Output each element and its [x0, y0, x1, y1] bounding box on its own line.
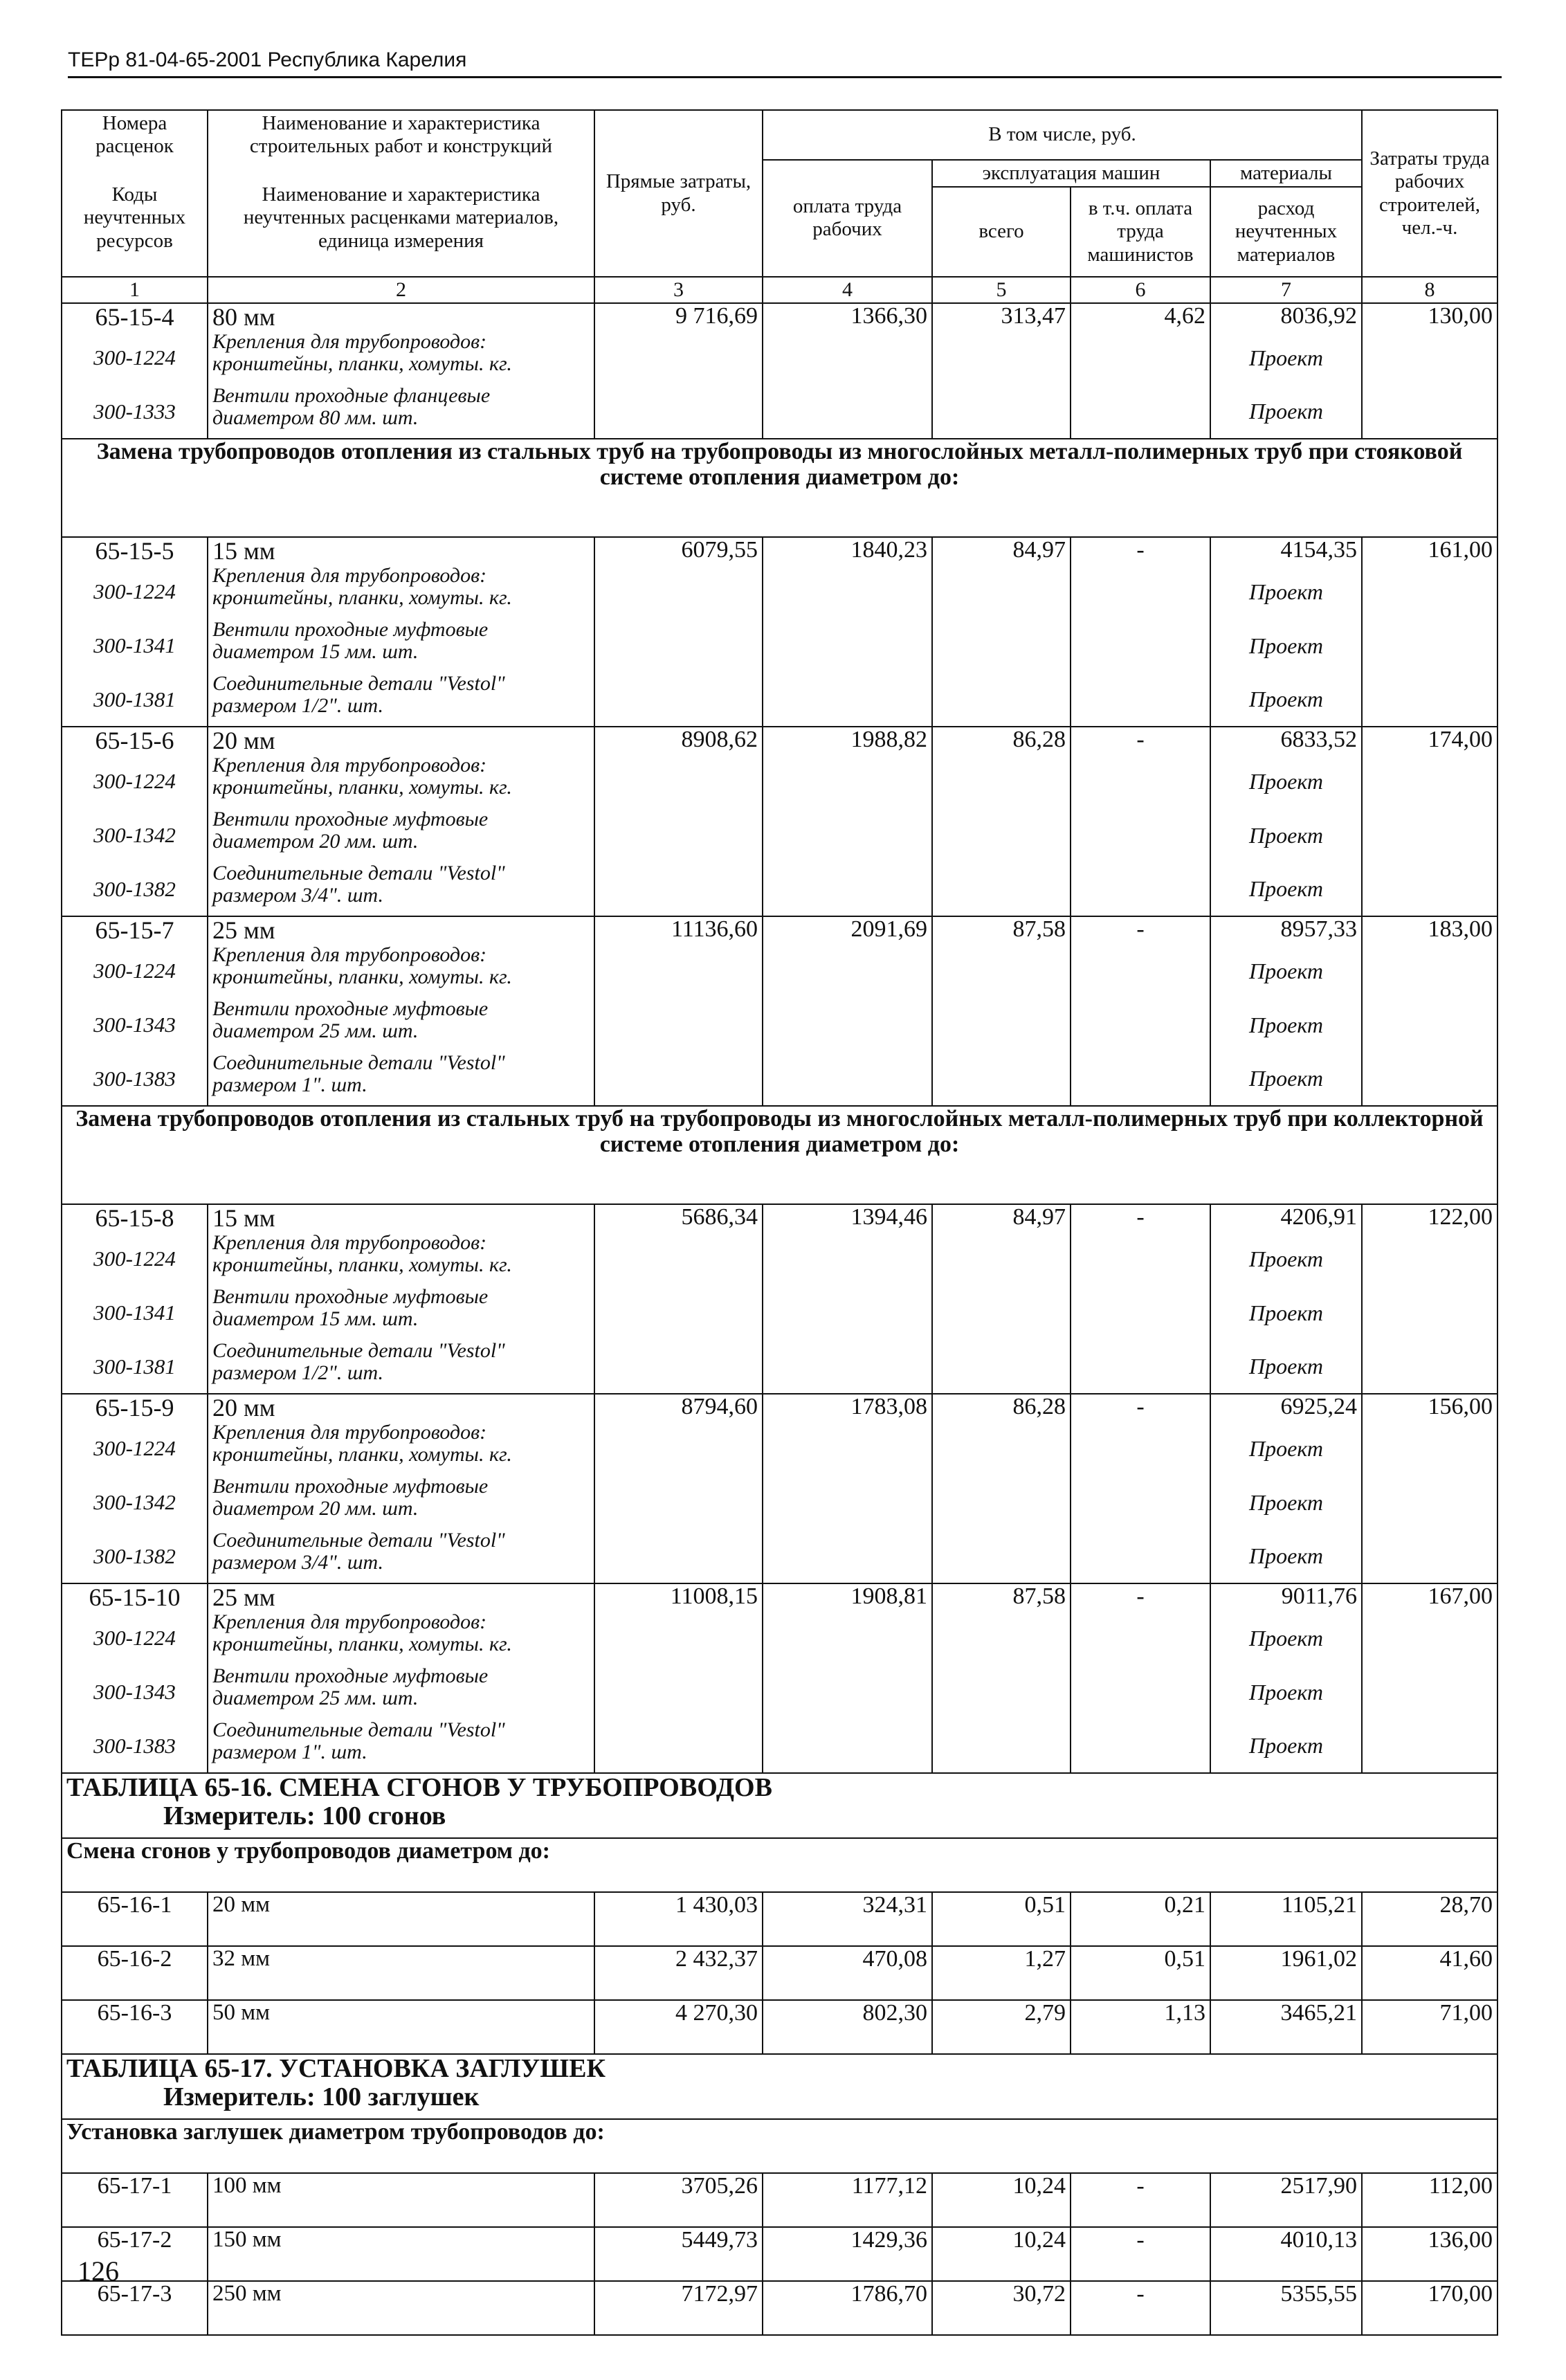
- resource-code: 300-1333: [62, 385, 208, 439]
- resource-value: Проект: [1210, 1340, 1362, 1394]
- header-machines-total: всего: [932, 187, 1071, 277]
- direct-costs: 9 716,69: [594, 303, 763, 439]
- materials-usage: 4010,13: [1210, 2227, 1362, 2281]
- header-col2-top: Наименование и характеристика строительных работ и конструкций: [208, 110, 594, 160]
- materials-usage: 8036,92: [1210, 303, 1362, 331]
- direct-costs: 11008,15: [594, 1583, 763, 1773]
- resource-value: Проект: [1210, 1475, 1362, 1529]
- resource-description: Крепления для трубопроводов: кронштейны, планки, хомуты. кг.: [208, 754, 594, 808]
- operators-wages: 4,62: [1071, 303, 1210, 439]
- rate-code: 65-15-5: [62, 537, 208, 565]
- resource-code: 300-1343: [62, 1665, 208, 1719]
- machines-total: 10,24: [932, 2173, 1071, 2227]
- direct-costs: 3705,26: [594, 2173, 763, 2227]
- direct-costs: 8794,60: [594, 1394, 763, 1583]
- labor-costs: 41,60: [1362, 1946, 1497, 2000]
- rate-code: 65-15-10: [62, 1583, 208, 1611]
- rate-row: [62, 1204, 1497, 1232]
- header-operators-wages: в т.ч. оплата труда машинистов: [1071, 187, 1210, 277]
- header-materials-usage: расход неучтенных материалов: [1210, 187, 1362, 277]
- resource-code: 300-1341: [62, 619, 208, 673]
- rate-row: [62, 1394, 1497, 1421]
- materials-usage: 5355,55: [1210, 2281, 1362, 2335]
- direct-costs: 5449,73: [594, 2227, 763, 2281]
- section-heading-row: [62, 439, 1497, 537]
- resource-value: Проект: [1210, 385, 1362, 439]
- header-wages: оплата труда рабочих: [763, 160, 932, 277]
- wages: 1366,30: [763, 303, 932, 439]
- wages: 324,31: [763, 1892, 932, 1946]
- rate-name: 15 мм: [208, 1204, 594, 1232]
- wages: 1908,81: [763, 1583, 932, 1773]
- resource-value: Проект: [1210, 1421, 1362, 1475]
- direct-costs: 7172,97: [594, 2281, 763, 2335]
- resource-description: Соединительные детали "Vestol" размером 1". шт.: [208, 1052, 594, 1106]
- wages: 1394,46: [763, 1204, 932, 1394]
- table-row: [62, 2227, 1497, 2281]
- machines-total: 87,58: [932, 916, 1071, 1106]
- rate-code: 65-17-2: [62, 2227, 208, 2281]
- wages: 1177,12: [763, 2173, 932, 2227]
- estimate-table: [61, 109, 1498, 2336]
- resource-code: 300-1382: [62, 862, 208, 916]
- resource-description: Крепления для трубопроводов: кронштейны, планки, хомуты. кг.: [208, 1232, 594, 1286]
- resource-code: 300-1343: [62, 998, 208, 1052]
- resource-code: 300-1224: [62, 944, 208, 998]
- table-row: [62, 2281, 1497, 2335]
- rate-row: [62, 1583, 1497, 1611]
- rate-name: 20 мм: [208, 727, 594, 754]
- header-direct-costs: Прямые затраты, руб.: [594, 110, 763, 277]
- direct-costs: 8908,62: [594, 727, 763, 916]
- machines-total: 84,97: [932, 537, 1071, 727]
- machines-total: 0,51: [932, 1892, 1071, 1946]
- wages: 2091,69: [763, 916, 932, 1106]
- rate-name: 20 мм: [208, 1394, 594, 1421]
- resource-code: 300-1381: [62, 1340, 208, 1394]
- column-number: 4: [763, 277, 932, 303]
- resource-code: 300-1224: [62, 1421, 208, 1475]
- labor-costs: 170,00: [1362, 2281, 1497, 2335]
- machines-total: 2,79: [932, 2000, 1071, 2054]
- resource-description: Вентили проходные муфтовые диаметром 15 мм. шт.: [208, 619, 594, 673]
- materials-usage: 6833,52: [1210, 727, 1362, 754]
- header-col1-top: Номера расценок: [62, 110, 208, 160]
- column-numbers-row: [62, 277, 1497, 303]
- resource-value: Проект: [1210, 1529, 1362, 1583]
- labor-costs: 112,00: [1362, 2173, 1497, 2227]
- resource-value: Проект: [1210, 1052, 1362, 1106]
- rate-name: 15 мм: [208, 537, 594, 565]
- resource-value: Проект: [1210, 808, 1362, 862]
- document-header: ТЕРр 81-04-65-2001 Республика Карелия: [68, 48, 1502, 78]
- table-heading-row: [62, 2054, 1497, 2119]
- operators-wages: -: [1071, 727, 1210, 916]
- wages: 1840,23: [763, 537, 932, 727]
- resource-description: Вентили проходные муфтовые диаметром 20 мм. шт.: [208, 808, 594, 862]
- labor-costs: 71,00: [1362, 2000, 1497, 2054]
- rate-name: 20 мм: [208, 1892, 594, 1946]
- section-heading: Замена трубопроводов отопления из стальных труб на трубопроводы из многослойных металл-полимерных труб при коллекторной системе отопления диаметром до:: [62, 1106, 1497, 1204]
- resource-description: Соединительные детали "Vestol" размером 1/2". шт.: [208, 1340, 594, 1394]
- resource-description: Вентили проходные муфтовые диаметром 25 мм. шт.: [208, 998, 594, 1052]
- header-including: В том числе, руб.: [763, 110, 1362, 160]
- machines-total: 86,28: [932, 727, 1071, 916]
- resource-description: Крепления для трубопроводов: кронштейны, планки, хомуты. кг.: [208, 944, 594, 998]
- operators-wages: -: [1071, 537, 1210, 727]
- materials-usage: 3465,21: [1210, 2000, 1362, 2054]
- resource-value: Проект: [1210, 1665, 1362, 1719]
- machines-total: 87,58: [932, 1583, 1071, 1773]
- resource-code: 300-1224: [62, 331, 208, 385]
- resource-code: 300-1224: [62, 1611, 208, 1665]
- machines-total: 86,28: [932, 1394, 1071, 1583]
- table-title: ТАБЛИЦА 65-17. УСТАНОВКА ЗАГЛУШЕК: [66, 2054, 606, 2084]
- rate-code: 65-15-7: [62, 916, 208, 944]
- resource-description: Вентили проходные муфтовые диаметром 15 мм. шт.: [208, 1286, 594, 1340]
- resource-value: Проект: [1210, 998, 1362, 1052]
- operators-wages: -: [1071, 1583, 1210, 1773]
- resource-code: 300-1224: [62, 1232, 208, 1286]
- rate-row: [62, 537, 1497, 565]
- rate-name: 25 мм: [208, 1583, 594, 1611]
- operators-wages: -: [1071, 2281, 1210, 2335]
- operators-wages: -: [1071, 2227, 1210, 2281]
- subtitle-row: [62, 1838, 1497, 1892]
- resource-value: Проект: [1210, 1611, 1362, 1665]
- rate-code: 65-17-1: [62, 2173, 208, 2227]
- wages: 1786,70: [763, 2281, 932, 2335]
- materials-usage: 1105,21: [1210, 1892, 1362, 1946]
- rate-code: 65-16-2: [62, 1946, 208, 2000]
- wages: 1783,08: [763, 1394, 932, 1583]
- wages: 802,30: [763, 2000, 932, 2054]
- table-title: ТАБЛИЦА 65-16. СМЕНА СГОНОВ У ТРУБОПРОВОДОВ: [66, 1773, 772, 1803]
- resource-code: 300-1383: [62, 1719, 208, 1773]
- table-header: [62, 110, 1497, 303]
- table-row: [62, 1946, 1497, 2000]
- labor-costs: 122,00: [1362, 1204, 1497, 1394]
- operators-wages: 1,13: [1071, 2000, 1210, 2054]
- resource-value: Проект: [1210, 1719, 1362, 1773]
- materials-usage: 6925,24: [1210, 1394, 1362, 1421]
- resource-code: 300-1383: [62, 1052, 208, 1106]
- labor-costs: 167,00: [1362, 1583, 1497, 1773]
- column-number: 1: [62, 277, 208, 303]
- operators-wages: 0,51: [1071, 1946, 1210, 2000]
- column-number: 6: [1071, 277, 1210, 303]
- header-machines-group: эксплуатация машин: [932, 160, 1210, 187]
- rate-name: 32 мм: [208, 1946, 594, 2000]
- resource-value: Проект: [1210, 565, 1362, 619]
- section-heading-row: [62, 1106, 1497, 1204]
- materials-usage: 4154,35: [1210, 537, 1362, 565]
- direct-costs: 11136,60: [594, 916, 763, 1106]
- resource-value: Проект: [1210, 619, 1362, 673]
- resource-code: 300-1224: [62, 754, 208, 808]
- operators-wages: -: [1071, 1204, 1210, 1394]
- resource-value: Проект: [1210, 1286, 1362, 1340]
- direct-costs: 1 430,03: [594, 1892, 763, 1946]
- rate-row: [62, 916, 1497, 944]
- resource-description: Вентили проходные фланцевые диаметром 80 мм. шт.: [208, 385, 594, 439]
- header-materials-group: материалы: [1210, 160, 1362, 187]
- rate-name: 80 мм: [208, 303, 594, 331]
- column-number: 5: [932, 277, 1071, 303]
- machines-total: 313,47: [932, 303, 1071, 439]
- rate-name: 100 мм: [208, 2173, 594, 2227]
- table-row: [62, 2173, 1497, 2227]
- materials-usage: 2517,90: [1210, 2173, 1362, 2227]
- direct-costs: 6079,55: [594, 537, 763, 727]
- resource-description: Соединительные детали "Vestol" размером 1". шт.: [208, 1719, 594, 1773]
- table-heading-row: [62, 1773, 1497, 1838]
- rate-name: 150 мм: [208, 2227, 594, 2281]
- resource-value: Проект: [1210, 862, 1362, 916]
- wages: 1988,82: [763, 727, 932, 916]
- rate-code: 65-15-9: [62, 1394, 208, 1421]
- labor-costs: 28,70: [1362, 1892, 1497, 1946]
- rate-name: 25 мм: [208, 916, 594, 944]
- subtitle-row: [62, 2119, 1497, 2173]
- rate-row: [62, 727, 1497, 754]
- rate-code: 65-15-6: [62, 727, 208, 754]
- resource-value: Проект: [1210, 673, 1362, 727]
- table-heading: [62, 2054, 1497, 2119]
- table-subtitle: Смена сгонов у трубопроводов диаметром до:: [62, 1838, 1497, 1892]
- machines-total: 84,97: [932, 1204, 1071, 1394]
- column-number: 8: [1362, 277, 1497, 303]
- direct-costs: 4 270,30: [594, 2000, 763, 2054]
- resource-code: 300-1381: [62, 673, 208, 727]
- labor-costs: 136,00: [1362, 2227, 1497, 2281]
- materials-usage: 1961,02: [1210, 1946, 1362, 2000]
- rate-code: 65-16-3: [62, 2000, 208, 2054]
- table-meter: Измеритель: 100 заглушек: [163, 2082, 480, 2112]
- resource-code: 300-1342: [62, 1475, 208, 1529]
- wages: 470,08: [763, 1946, 932, 2000]
- operators-wages: 0,21: [1071, 1892, 1210, 1946]
- materials-usage: 9011,76: [1210, 1583, 1362, 1611]
- table-heading: [62, 1773, 1497, 1838]
- table-body: [62, 303, 1497, 2335]
- direct-costs: 2 432,37: [594, 1946, 763, 2000]
- machines-total: 1,27: [932, 1946, 1071, 2000]
- resource-code: 300-1382: [62, 1529, 208, 1583]
- labor-costs: 130,00: [1362, 303, 1497, 439]
- resource-description: Крепления для трубопроводов: кронштейны, планки, хомуты. кг.: [208, 1611, 594, 1665]
- wages: 1429,36: [763, 2227, 932, 2281]
- rate-code: 65-17-3: [62, 2281, 208, 2335]
- materials-usage: 8957,33: [1210, 916, 1362, 944]
- labor-costs: 156,00: [1362, 1394, 1497, 1583]
- resource-code: 300-1342: [62, 808, 208, 862]
- rate-code: 65-16-1: [62, 1892, 208, 1946]
- resource-value: Проект: [1210, 944, 1362, 998]
- resource-description: Соединительные детали "Vestol" размером 3/4". шт.: [208, 1529, 594, 1583]
- table-meter: Измеритель: 100 сгонов: [163, 1801, 446, 1831]
- rate-code: 65-15-4: [62, 303, 208, 331]
- labor-costs: 161,00: [1362, 537, 1497, 727]
- section-heading: Замена трубопроводов отопления из стальных труб на трубопроводы из многослойных металл-полимерных труб при стояковой системе отопления диаметром до:: [62, 439, 1497, 537]
- header-labor-costs: Затраты труда рабочих строителей, чел.-ч.: [1362, 110, 1497, 277]
- resource-code: 300-1224: [62, 565, 208, 619]
- page-number: 126: [78, 2255, 119, 2287]
- resource-description: Соединительные детали "Vestol" размером 3/4". шт.: [208, 862, 594, 916]
- resource-description: Крепления для трубопроводов: кронштейны, планки, хомуты. кг.: [208, 1421, 594, 1475]
- operators-wages: -: [1071, 2173, 1210, 2227]
- table-row: [62, 1892, 1497, 1946]
- resource-description: Крепления для трубопроводов: кронштейны, планки, хомуты. кг.: [208, 565, 594, 619]
- header-col2-bottom: Наименование и характеристика неучтенных расценками материалов, единица измерения: [208, 160, 594, 277]
- resource-value: Проект: [1210, 1232, 1362, 1286]
- column-number: 3: [594, 277, 763, 303]
- column-number: 2: [208, 277, 594, 303]
- resource-description: Вентили проходные муфтовые диаметром 25 мм. шт.: [208, 1665, 594, 1719]
- resource-code: 300-1341: [62, 1286, 208, 1340]
- header-col1-bottom: Коды неучтенных ресурсов: [62, 160, 208, 277]
- labor-costs: 174,00: [1362, 727, 1497, 916]
- resource-value: Проект: [1210, 331, 1362, 385]
- rate-code: 65-15-8: [62, 1204, 208, 1232]
- rate-name: 50 мм: [208, 2000, 594, 2054]
- labor-costs: 183,00: [1362, 916, 1497, 1106]
- table-row: [62, 2000, 1497, 2054]
- column-number: 7: [1210, 277, 1362, 303]
- resource-value: Проект: [1210, 754, 1362, 808]
- rate-name: 250 мм: [208, 2281, 594, 2335]
- operators-wages: -: [1071, 1394, 1210, 1583]
- resource-description: Вентили проходные муфтовые диаметром 20 мм. шт.: [208, 1475, 594, 1529]
- direct-costs: 5686,34: [594, 1204, 763, 1394]
- machines-total: 30,72: [932, 2281, 1071, 2335]
- resource-description: Крепления для трубопроводов: кронштейны, планки, хомуты. кг.: [208, 331, 594, 385]
- machines-total: 10,24: [932, 2227, 1071, 2281]
- rate-row: [62, 303, 1497, 331]
- materials-usage: 4206,91: [1210, 1204, 1362, 1232]
- table-subtitle: Установка заглушек диаметром трубопроводов до:: [62, 2119, 1497, 2173]
- operators-wages: -: [1071, 916, 1210, 1106]
- resource-description: Соединительные детали "Vestol" размером 1/2". шт.: [208, 673, 594, 727]
